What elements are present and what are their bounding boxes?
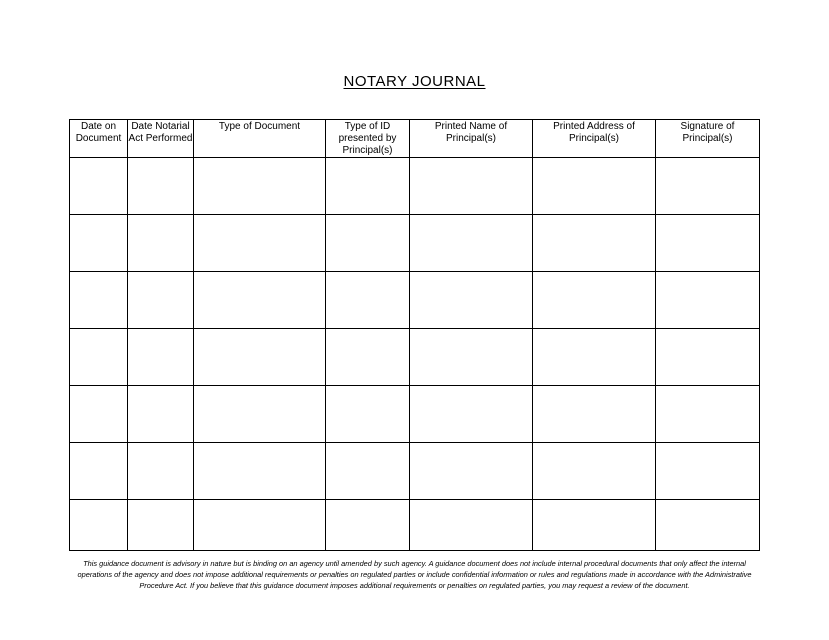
page-title [0,73,829,90]
table-cell[interactable] [326,386,410,443]
table-cell[interactable] [70,500,128,551]
title-text: NOTARY JOURNAL [343,73,486,90]
table-cell[interactable] [70,272,128,329]
table-row [70,215,760,272]
table-cell[interactable] [128,329,194,386]
table-cell[interactable] [410,215,533,272]
column-header-signature: Signature of Principal(s) [656,120,760,158]
table-row [70,272,760,329]
table-cell[interactable] [326,158,410,215]
column-header-type-of-id: Type of ID presented by Principal(s) [326,120,410,158]
table-cell[interactable] [70,329,128,386]
table-row [70,158,760,215]
table-row [70,500,760,551]
table-cell[interactable] [410,386,533,443]
table-cell[interactable] [194,272,326,329]
column-header-printed-address: Printed Address of Principal(s) [533,120,656,158]
notary-journal-table [69,119,760,551]
table-row [70,329,760,386]
table-cell[interactable] [326,500,410,551]
table-cell[interactable] [128,272,194,329]
table-cell[interactable] [194,215,326,272]
table-cell[interactable] [326,215,410,272]
table-cell[interactable] [128,500,194,551]
table-cell[interactable] [533,386,656,443]
table-cell[interactable] [656,500,760,551]
column-header-type-of-document: Type of Document [194,120,326,158]
table-cell[interactable] [128,386,194,443]
table-cell[interactable] [533,500,656,551]
table-cell[interactable] [326,329,410,386]
table-cell[interactable] [128,158,194,215]
column-header-date-notarial-act: Date Notarial Act Performed [128,120,194,158]
table-cell[interactable] [128,215,194,272]
column-header-printed-name: Printed Name of Principal(s) [410,120,533,158]
table-cell[interactable] [410,500,533,551]
table-header-row [70,120,760,158]
table-row [70,386,760,443]
table-cell[interactable] [194,329,326,386]
table-cell[interactable] [128,443,194,500]
table-cell[interactable] [70,443,128,500]
column-header-date-on-document: Date on Document [70,120,128,158]
table-cell[interactable] [656,329,760,386]
table-cell[interactable] [194,500,326,551]
table-cell[interactable] [656,443,760,500]
table-cell[interactable] [194,443,326,500]
table-cell[interactable] [326,443,410,500]
table-cell[interactable] [533,272,656,329]
table-cell[interactable] [656,272,760,329]
table-cell[interactable] [410,443,533,500]
table-cell[interactable] [533,215,656,272]
table-cell[interactable] [656,215,760,272]
table-cell[interactable] [194,386,326,443]
table-cell[interactable] [533,443,656,500]
table-cell[interactable] [70,215,128,272]
table-cell[interactable] [533,329,656,386]
table-cell[interactable] [410,329,533,386]
table-cell[interactable] [656,158,760,215]
table-cell[interactable] [656,386,760,443]
table-cell[interactable] [70,158,128,215]
table-cell[interactable] [410,272,533,329]
table-cell[interactable] [410,158,533,215]
guidance-disclaimer: This guidance document is advisory in nature but is binding on an agency until amended by such agency. A guidance document does not include internal procedural documents that only affect the internal operations of the agency and does not impose additional requirements or penalties on regulated parties or include confidential information or rules and regulations made in accordance with the Administrative Procedure Act. If you believe that this guidance document imposes additional requirements or penalties on regulated parties, you may request a review of the document. [77,559,752,590]
table-cell[interactable] [533,158,656,215]
table-cell[interactable] [194,158,326,215]
table-cell[interactable] [326,272,410,329]
table-cell[interactable] [70,386,128,443]
table-row [70,443,760,500]
